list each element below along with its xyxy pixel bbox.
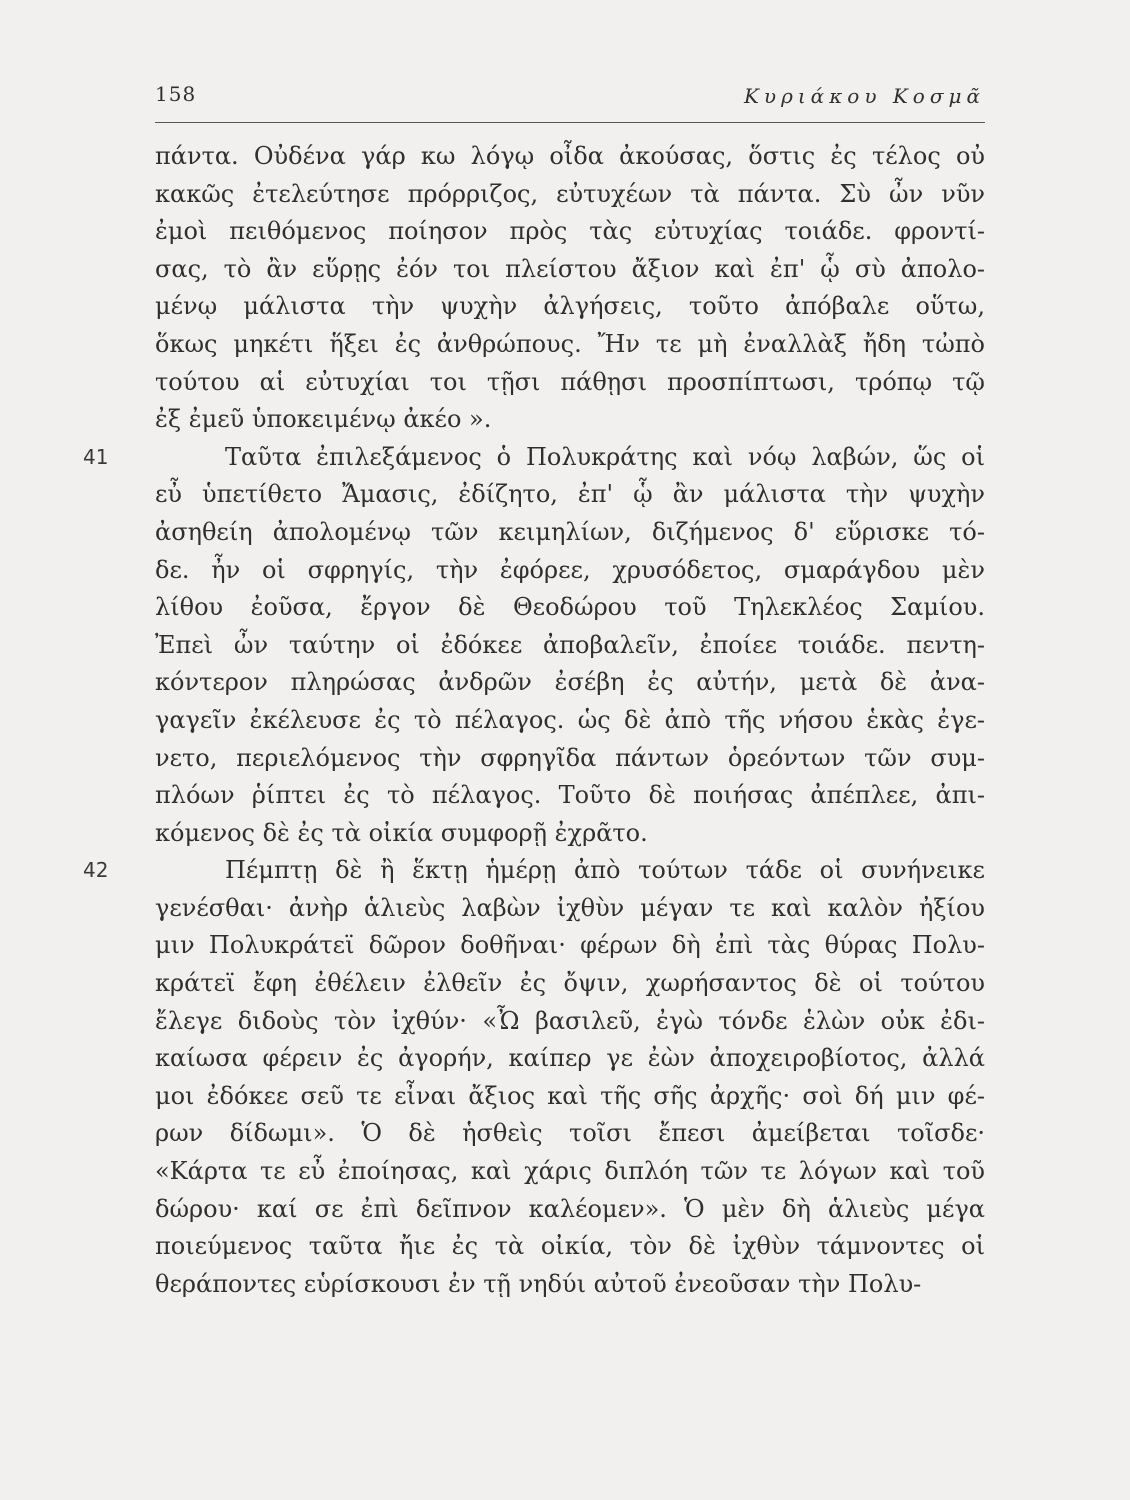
text-line [155, 213, 985, 251]
text-line [155, 664, 985, 702]
text-line [155, 1266, 985, 1304]
text-line [155, 890, 985, 928]
line-text: γενέσθαι· ἀνὴρ ἁλιεὺς λαβὼν ἰχθὺν μέγαν τε καὶ καλὸν ἠξίου [155, 893, 985, 922]
page-number: 158 [155, 82, 197, 106]
line-text: καίωσα φέρειν ἐς ἀγορήν, καίπερ γε ἐὼν ἀποχειροβίοτος, ἀλλά [155, 1044, 985, 1073]
text-line [155, 176, 985, 214]
text-line [155, 326, 985, 364]
header-rule [155, 122, 985, 123]
line-text: ἔλεγε διδοὺς τὸν ἰχθύν· «Ὦ βασιλεῦ, ἐγὼ τόνδε ἑλὼν οὐκ ἐδι- [155, 1006, 985, 1035]
line-text: κόμενος δὲ ἐς τὰ οἰκία συμφορῇ ἐχρᾶτο. [155, 818, 648, 847]
text-line [155, 401, 985, 439]
text-line [155, 251, 985, 289]
text-line [155, 552, 985, 590]
section-number: 42 [83, 858, 109, 883]
line-text: γαγεῖν ἐκέλευσε ἐς τὸ πέλαγος. ὡς δὲ ἀπὸ τῆς νήσου ἑκὰς ἐγε- [155, 705, 985, 734]
text-line [155, 589, 985, 627]
text-line [155, 138, 985, 176]
line-text: κόντερον πληρώσας ἀνδρῶν ἐσέβη ἐς αὐτήν, μετὰ δὲ ἀνα- [155, 668, 985, 697]
line-text: δε. ἦν οἱ σφρηγίς, τὴν ἐφόρεε, χρυσόδετος, σμαράγδου μὲν [155, 555, 985, 584]
text-line [155, 476, 985, 514]
body-text [83, 138, 985, 1303]
text-line [83, 852, 985, 890]
line-text: δώρου· καί σε ἐπὶ δεῖπνον καλέομεν». Ὁ μὲν δὴ ἁλιεὺς μέγα [155, 1194, 985, 1223]
line-text: θεράποντες εὑρίσκουσι ἐν τῇ νηδύι αὐτοῦ ἐνεοῦσαν τὴν Πολυ- [155, 1269, 922, 1298]
text-line [155, 1228, 985, 1266]
section-number: 41 [83, 444, 109, 469]
line-text: Ταῦτα ἐπιλεξάμενος ὁ Πολυκράτης καὶ νόῳ λαβών, ὥς οἱ [225, 442, 985, 471]
text-line [155, 1115, 985, 1153]
line-text: ἀσηθείη ἀπολομένῳ τῶν κειμηλίων, διζήμενος δ' εὕρισκε τό- [155, 517, 985, 546]
line-text: Πέμπτῃ δὲ ἢ ἕκτῃ ἡμέρῃ ἀπὸ τούτων τάδε οἱ συνήνεικε [225, 856, 985, 885]
text-line [155, 1191, 985, 1229]
text-line [155, 815, 985, 853]
line-text: κράτεϊ ἔφη ἐθέλειν ἐλθεῖν ἐς ὄψιν, χωρήσαντος δὲ οἱ τούτου [155, 969, 985, 998]
line-text: Ἐπεὶ ὦν ταύτην οἱ ἐδόκεε ἀποβαλεῖν, ἐποίεε τοιάδε. πεντη- [155, 630, 985, 659]
page-header [155, 82, 985, 122]
text-line [155, 288, 985, 326]
line-text: σας, τὸ ἂν εὕρῃς ἐόν τοι πλείστου ἄξιον καὶ ἐπ' ᾧ σὺ ἀπολο- [155, 254, 985, 283]
text-line [155, 627, 985, 665]
line-text: ποιεύμενος ταῦτα ἤιε ἐς τὰ οἰκία, τὸν δὲ ἰχθὺν τάμνοντες οἱ [155, 1232, 985, 1261]
line-text: ἐξ ἐμεῦ ὑποκειμένῳ ἀκέο ». [155, 405, 492, 434]
text-line [155, 740, 985, 778]
line-text: ἐμοὶ πειθόμενος ποίησον πρὸς τὰς εὐτυχίας τοιάδε. φροντί- [155, 217, 985, 246]
running-head: Κυριάκου Κοσμᾶ [743, 84, 985, 108]
text-line [155, 777, 985, 815]
text-line [155, 514, 985, 552]
line-text: πάντα. Οὐδένα γάρ κω λόγῳ οἶδα ἀκούσας, ὅστις ἐς τέλος οὐ [155, 142, 985, 170]
text-line [155, 927, 985, 965]
line-text: ρων δίδωμι». Ὁ δὲ ἡσθεὶς τοῖσι ἔπεσι ἀμείβεται τοῖσδε· [155, 1119, 985, 1148]
text-line [155, 1078, 985, 1116]
line-text: «Κάρτα τε εὖ ἐποίησας, καὶ χάρις διπλόη τῶν τε λόγων καὶ τοῦ [155, 1157, 985, 1186]
line-text: εὖ ὑπετίθετο Ἄμασις, ἐδίζητο, ἐπ' ᾧ ἂν μάλιστα τὴν ψυχὴν [155, 480, 985, 509]
text-line [155, 965, 985, 1003]
line-text: νετο, περιελόμενος τὴν σφρηγῖδα πάντων ὁρεόντων τῶν συμ- [155, 743, 985, 772]
text-line [83, 439, 985, 477]
text-line [155, 364, 985, 402]
text-line [155, 1040, 985, 1078]
text-line [155, 702, 985, 740]
line-text: κακῶς ἐτελεύτησε πρόρριζος, εὐτυχέων τὰ πάντα. Σὺ ὦν νῦν [155, 179, 985, 208]
line-text: τούτου αἱ εὐτυχίαι τοι τῇσι πάθῃσι προσπίπτωσι, τρόπῳ τῷ [155, 367, 985, 396]
text-line [155, 1153, 985, 1191]
line-text: μιν Πολυκράτεϊ δῶρον δοθῆναι· φέρων δὴ ἐπὶ τὰς θύρας Πολυ- [155, 931, 985, 960]
line-text: λίθου ἐοῦσα, ἔργον δὲ Θεοδώρου τοῦ Τηλεκλέος Σαμίου. [155, 593, 985, 622]
line-text: μένῳ μάλιστα τὴν ψυχὴν ἀλγήσεις, τοῦτο ἀπόβαλε οὕτω, [155, 292, 985, 321]
line-text: ὅκως μηκέτι ἥξει ἐς ἀνθρώπους. Ἤν τε μὴ ἐναλλὰξ ἤδη τὠπὸ [155, 329, 985, 358]
text-line [155, 1003, 985, 1041]
line-text: πλόων ῥίπτει ἐς τὸ πέλαγος. Τοῦτο δὲ ποιήσας ἀπέπλεε, ἀπι- [155, 781, 985, 810]
line-text: μοι ἐδόκεε σεῦ τε εἶναι ἄξιος καὶ τῆς σῆς ἀρχῆς· σοὶ δή μιν φέ- [155, 1081, 985, 1110]
